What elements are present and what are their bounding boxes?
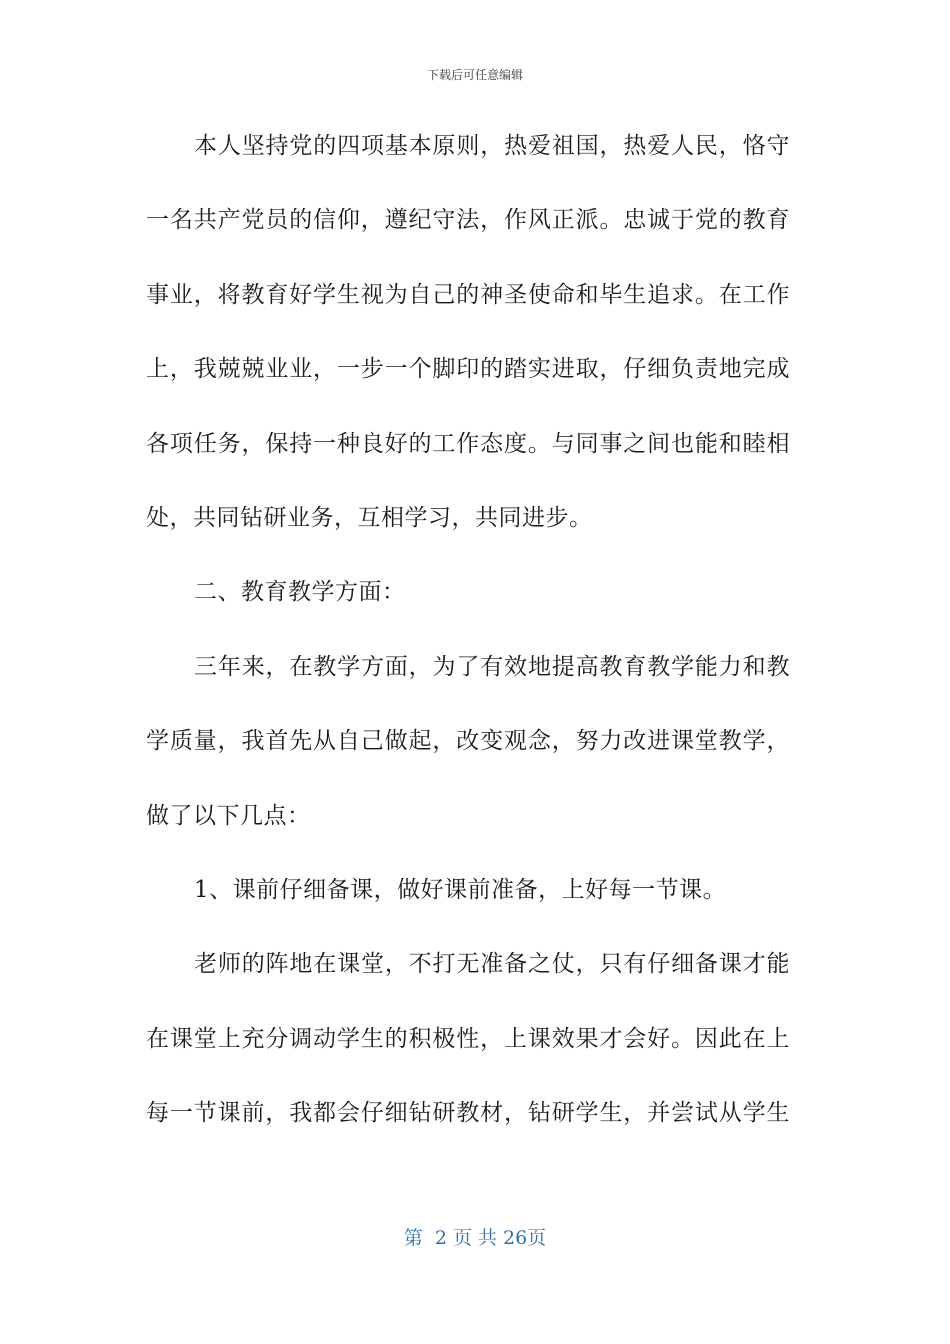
text-line: 各项任务，保持一种良好的工作态度。与同事之间也能和睦相 [146,430,790,457]
text-line: 在课堂上充分调动学生的积极性，上课效果才会好。因此在上 [146,1025,790,1052]
text-line: 本人坚持党的四项基本原则，热爱祖国，热爱人民，恪守 [194,133,790,159]
text-line: 二、教育教学方面： [194,579,406,606]
page-footer: 第 2 页 共 26页 [403,1227,547,1249]
text-line: 一名共产党员的信仰，遵纪守法，作风正派。忠诚于党的教育 [146,207,790,234]
text-line: 每一节课前，我都会仔细钻研教材，钻研学生，并尝试从学生 [146,1100,790,1127]
text-line: 处，共同钻研业务，互相学习，共同进步。 [146,504,593,531]
document-body [146,126,790,1167]
text-line: 三年来，在教学方面，为了有效地提高教育教学能力和教 [194,653,790,680]
text-line: 学质量，我首先从自己做起，改变观念，努力改进课堂教学， [146,728,790,755]
text-line: 1、课前仔细备课，做好课前准备，上好每一节课。 [194,876,727,903]
page-header: 下载后可任意编辑 [426,68,523,82]
text-line: 上，我兢兢业业，一步一个脚印的踏实进取，仔细负责地完成 [146,356,790,383]
text-line: 老师的阵地在课堂，不打无准备之仗，只有仔细备课才能 [194,951,790,978]
text-line: 做了以下几点： [146,802,311,829]
text-line: 事业，将教育好学生视为自己的神圣使命和毕生追求。在工作 [146,281,790,308]
